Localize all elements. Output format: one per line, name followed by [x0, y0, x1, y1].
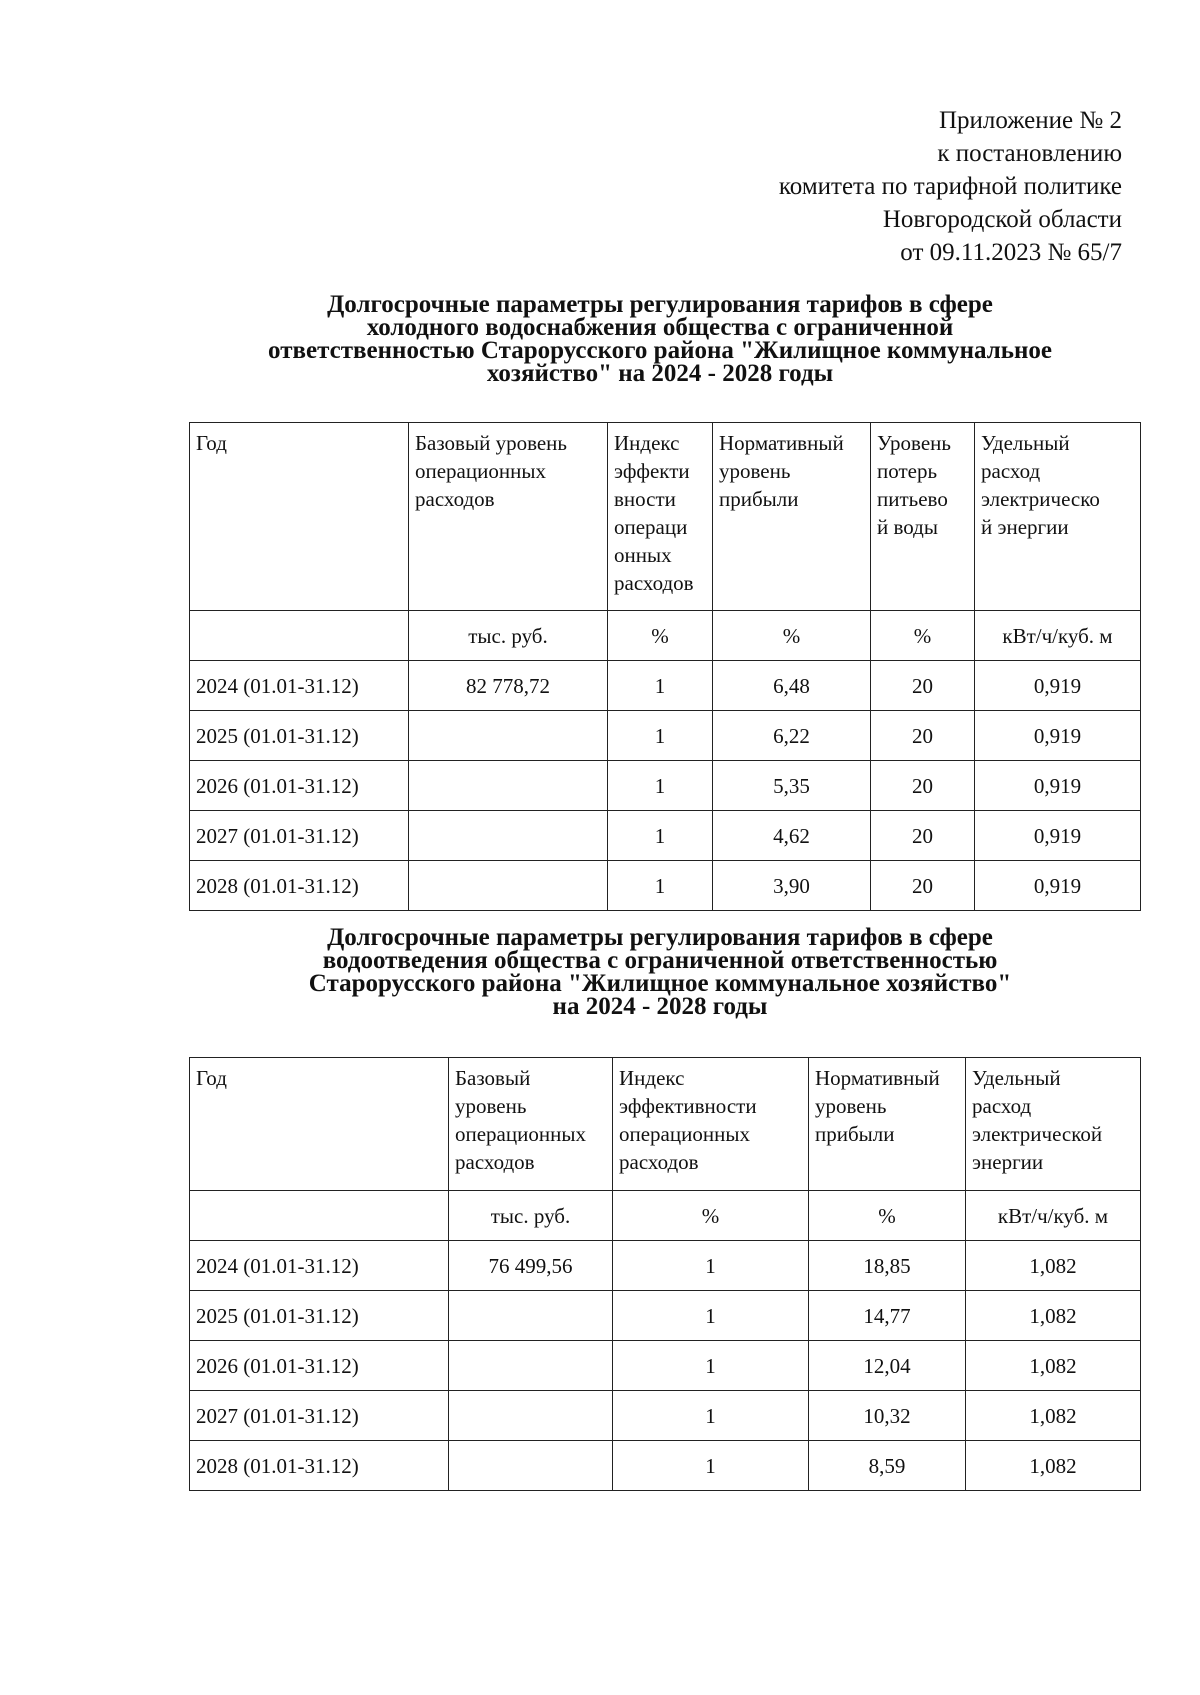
year-cell: 2027 (01.01-31.12) — [190, 1391, 449, 1441]
table2-header-row — [190, 1058, 1141, 1191]
year-cell: 2024 (01.01-31.12) — [190, 1241, 449, 1291]
table-row — [190, 1291, 1141, 1341]
value-cell: 1 — [613, 1241, 809, 1291]
header-line: расходов — [619, 1150, 699, 1174]
table-row — [190, 1391, 1141, 1441]
header-line: уровень — [719, 459, 791, 483]
value-cell — [409, 861, 608, 911]
value-cell: 0,919 — [975, 811, 1141, 861]
value-cell: 6,48 — [713, 661, 871, 711]
value-cell: 0,919 — [975, 661, 1141, 711]
value-cell: 5,35 — [713, 761, 871, 811]
value-cell: 20 — [871, 711, 975, 761]
section2-title-line: водоотведения общества с ограниченной ответственностью — [322, 947, 998, 974]
value-cell: 1 — [608, 661, 713, 711]
appendix-header — [779, 104, 1122, 269]
year-cell: 2024 (01.01-31.12) — [190, 661, 409, 711]
value-cell — [449, 1391, 613, 1441]
value-cell: 1,082 — [966, 1391, 1141, 1441]
table1-header-year — [190, 423, 409, 611]
header-line: Нормативный — [719, 431, 844, 455]
header-line: операционных — [619, 1122, 750, 1146]
value-cell: 0,919 — [975, 711, 1141, 761]
value-cell: 20 — [871, 661, 975, 711]
header-line: Удельный — [972, 1066, 1061, 1090]
value-cell: 1 — [608, 711, 713, 761]
unit-cell: тыс. руб. — [449, 1191, 613, 1241]
header-line: операционных — [415, 459, 546, 483]
table-row — [190, 761, 1141, 811]
section2-title-line: на 2024 - 2028 годы — [552, 993, 768, 1020]
table2-header-base-opex — [449, 1058, 613, 1191]
water-supply-table — [189, 422, 1141, 911]
header-line: энергии — [972, 1150, 1044, 1174]
value-cell: 8,59 — [809, 1441, 966, 1491]
value-cell: 20 — [871, 761, 975, 811]
table2-units-row — [190, 1191, 1141, 1241]
unit-cell: % — [608, 611, 713, 661]
value-cell — [449, 1341, 613, 1391]
header-line: операционных — [455, 1122, 586, 1146]
section2-title-line: Долгосрочные параметры регулирования тарифов в сфере — [327, 924, 993, 951]
header-line: расход — [972, 1094, 1032, 1118]
year-cell: 2027 (01.01-31.12) — [190, 811, 409, 861]
value-cell: 76 499,56 — [449, 1241, 613, 1291]
table1-units-row — [190, 611, 1141, 661]
table2-header-year — [190, 1058, 449, 1191]
header-line: расход — [981, 459, 1041, 483]
table-row — [190, 1241, 1141, 1291]
section2-title — [180, 926, 1140, 1018]
value-cell: 0,919 — [975, 861, 1141, 911]
year-cell: 2026 (01.01-31.12) — [190, 761, 409, 811]
year-cell: 2025 (01.01-31.12) — [190, 1291, 449, 1341]
header-line: Год — [196, 431, 227, 455]
header-line: расходов — [614, 571, 694, 595]
value-cell: 82 778,72 — [409, 661, 608, 711]
value-cell: 3,90 — [713, 861, 871, 911]
header-line: й энергии — [981, 515, 1069, 539]
table-row — [190, 1441, 1141, 1491]
value-cell: 1,082 — [966, 1441, 1141, 1491]
value-cell: 0,919 — [975, 761, 1141, 811]
header-line: эффективности — [619, 1094, 757, 1118]
table2-header-profit-level — [809, 1058, 966, 1191]
header-line: электрическо — [981, 487, 1100, 511]
table-row — [190, 811, 1141, 861]
appendix-resolution: к постановлению — [937, 140, 1122, 167]
appendix-date: от 09.11.2023 № 65/7 — [900, 239, 1122, 266]
value-cell: 20 — [871, 861, 975, 911]
value-cell — [409, 761, 608, 811]
year-cell: 2028 (01.01-31.12) — [190, 861, 409, 911]
header-line: прибыли — [815, 1122, 895, 1146]
header-line: прибыли — [719, 487, 799, 511]
section1-title-line: ответственностью Старорусского района "Жилищное коммунальное — [268, 337, 1052, 364]
value-cell: 6,22 — [713, 711, 871, 761]
table2-header-energy — [966, 1058, 1141, 1191]
section2-title-line: Старорусского района "Жилищное коммунальное хозяйство" — [308, 970, 1012, 997]
header-line: уровень — [815, 1094, 887, 1118]
table1-header-efficiency-index — [608, 423, 713, 611]
value-cell: 1 — [613, 1391, 809, 1441]
value-cell: 14,77 — [809, 1291, 966, 1341]
value-cell: 1 — [608, 761, 713, 811]
table-row — [190, 711, 1141, 761]
value-cell: 1,082 — [966, 1341, 1141, 1391]
header-line: Уровень — [877, 431, 951, 455]
table1-header-profit-level — [713, 423, 871, 611]
value-cell — [449, 1441, 613, 1491]
value-cell: 1 — [608, 861, 713, 911]
value-cell: 10,32 — [809, 1391, 966, 1441]
header-line: й воды — [877, 515, 938, 539]
year-cell: 2025 (01.01-31.12) — [190, 711, 409, 761]
year-cell: 2028 (01.01-31.12) — [190, 1441, 449, 1491]
table1-header-water-loss — [871, 423, 975, 611]
header-line: расходов — [415, 487, 495, 511]
header-line: вности — [614, 487, 676, 511]
value-cell: 1,082 — [966, 1291, 1141, 1341]
header-line: Год — [196, 1066, 227, 1090]
header-line: расходов — [455, 1150, 535, 1174]
header-line: онных — [614, 543, 672, 567]
appendix-region: Новгородской области — [882, 206, 1122, 233]
header-line: Индекс — [619, 1066, 685, 1090]
section1-title-line: Долгосрочные параметры регулирования тарифов в сфере — [327, 291, 993, 318]
unit-cell — [190, 1191, 449, 1241]
value-cell: 1 — [613, 1441, 809, 1491]
table1-header-row — [190, 423, 1141, 611]
appendix-committee: комитета по тарифной политике — [778, 173, 1122, 200]
header-line: потерь — [877, 459, 938, 483]
value-cell: 4,62 — [713, 811, 871, 861]
unit-cell: % — [713, 611, 871, 661]
value-cell — [409, 811, 608, 861]
value-cell: 18,85 — [809, 1241, 966, 1291]
section1-title — [180, 293, 1140, 385]
header-line: Базовый уровень — [415, 431, 567, 455]
value-cell — [409, 711, 608, 761]
value-cell — [449, 1291, 613, 1341]
table1-header-base-opex — [409, 423, 608, 611]
value-cell: 12,04 — [809, 1341, 966, 1391]
header-line: электрической — [972, 1122, 1103, 1146]
header-line: питьево — [877, 487, 948, 511]
header-line: эффекти — [614, 459, 690, 483]
section1-title-line: холодного водоснабжения общества с ограниченной — [366, 314, 954, 341]
unit-cell: тыс. руб. — [409, 611, 608, 661]
value-cell: 1 — [608, 811, 713, 861]
section1-title-line: хозяйство" на 2024 - 2028 годы — [486, 360, 834, 387]
value-cell: 20 — [871, 811, 975, 861]
unit-cell: % — [809, 1191, 966, 1241]
value-cell: 1 — [613, 1341, 809, 1391]
header-line: Базовый — [455, 1066, 531, 1090]
header-line: Индекс — [614, 431, 680, 455]
wastewater-table — [189, 1057, 1141, 1491]
table-row — [190, 661, 1141, 711]
unit-cell: кВт/ч/куб. м — [975, 611, 1141, 661]
header-line: уровень — [455, 1094, 527, 1118]
unit-cell: % — [613, 1191, 809, 1241]
table1-header-energy — [975, 423, 1141, 611]
unit-cell: кВт/ч/куб. м — [966, 1191, 1141, 1241]
header-line: Нормативный — [815, 1066, 940, 1090]
appendix-number: Приложение № 2 — [938, 107, 1122, 134]
table-row — [190, 861, 1141, 911]
value-cell: 1,082 — [966, 1241, 1141, 1291]
unit-cell: % — [871, 611, 975, 661]
year-cell: 2026 (01.01-31.12) — [190, 1341, 449, 1391]
header-line: Удельный — [981, 431, 1070, 455]
table2-header-efficiency-index — [613, 1058, 809, 1191]
table-row — [190, 1341, 1141, 1391]
header-line: операци — [614, 515, 688, 539]
value-cell: 1 — [613, 1291, 809, 1341]
unit-cell — [190, 611, 409, 661]
